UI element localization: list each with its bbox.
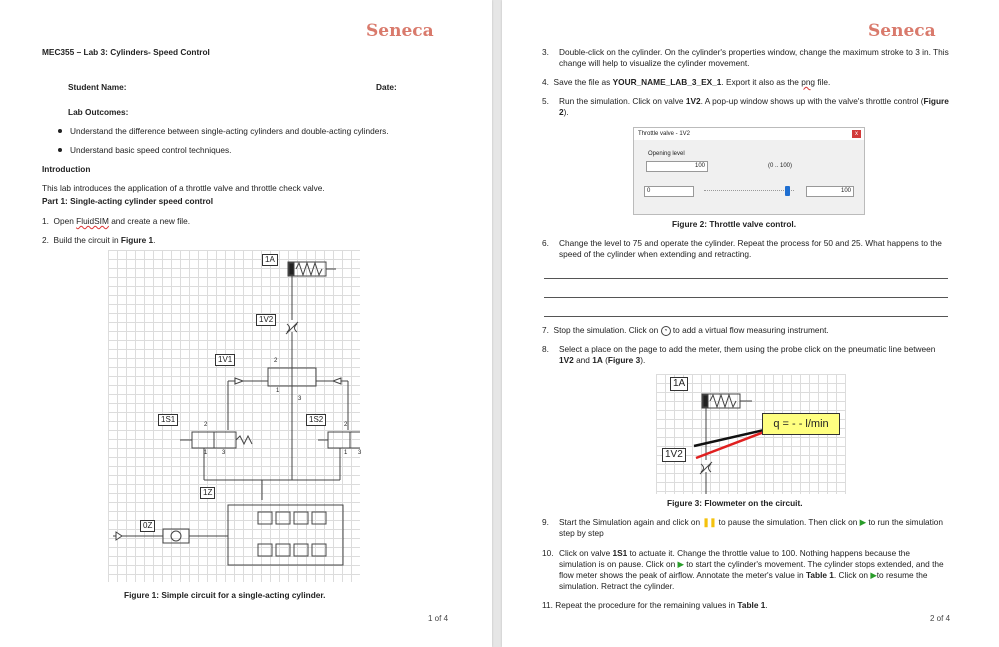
figure-ref: Figure 2 (559, 96, 949, 117)
port-label: 3 (358, 450, 362, 456)
step-text: Run the simulation. Click on valve (559, 96, 686, 106)
step-number: 2. (42, 235, 49, 245)
step-text: . Click on (833, 570, 871, 580)
figure-ref: Figure 3 (607, 355, 641, 365)
step-6-text: Change the level to 75 and operate the cylinder. Repeat the process for 50 and 25. What happens to the speed of the cylinder when extending and retracting. (559, 238, 942, 259)
step-text: . A pop-up window shows up with the valve's throttle control ( (700, 96, 924, 106)
port-label: 2 (274, 358, 278, 364)
step-text: Select a place on the page to add the meter, them using the probe click on the pneumatic line between (559, 344, 936, 354)
page-1 (0, 0, 492, 647)
slider-max-value[interactable]: 100 (806, 186, 854, 197)
step-text: file. (815, 77, 831, 87)
step-text: ). (640, 355, 646, 365)
answer-line-1 (544, 278, 948, 279)
table-ref: Table 1 (737, 600, 766, 610)
step-text: and (573, 355, 593, 365)
throttle-valve-dialog (633, 127, 865, 215)
step-text: . Export it also as the (721, 77, 802, 87)
label-1s1: 1S1 (158, 414, 178, 426)
step-11 (542, 600, 768, 610)
seneca-logo: Seneca (366, 21, 434, 41)
label-1v2: 1V2 (662, 448, 686, 462)
step-text: Start the Simulation again and click on (559, 517, 703, 527)
step-text: to start the cylinder's movement. The cylinder stops extended, and the flow meter shows the peak of airflow. Annotate the meter's value in (559, 559, 944, 580)
fluidsim-app-name: FluidSIM (76, 216, 109, 226)
figure-3-caption: Figure 3: Flowmeter on the circuit. (667, 498, 803, 508)
step-number: 4. (542, 77, 549, 87)
label-1a: 1A (670, 377, 688, 391)
outcome-item-2: Understand basic speed control techniques. (70, 145, 232, 155)
figure-ref: Figure 1 (120, 235, 154, 245)
step-text: Click on valve (559, 548, 613, 558)
figure-1-caption: Figure 1: Simple circuit for a single-acting cylinder. (124, 590, 326, 600)
probe-line-black (694, 430, 764, 446)
answer-line-3 (544, 316, 948, 317)
page-number-1: 1 of 4 (428, 614, 449, 623)
label-1z: 1Z (200, 487, 215, 499)
bullet-icon (58, 148, 62, 152)
flow-meter-display: q = - - l/min (762, 413, 840, 435)
figure-3-circuit (656, 374, 846, 494)
step-5-number: 5. (542, 96, 549, 106)
bullet-icon (58, 129, 62, 133)
port-label: 2 (344, 422, 348, 428)
step-text: . (765, 600, 768, 610)
step-play-icon: ▶ (859, 517, 867, 527)
cylinder-piston-shape (289, 263, 294, 275)
outcome-item-1: Understand the difference between single-acting cylinders and double-acting cylinders. (70, 126, 389, 136)
seneca-logo: Seneca (868, 21, 936, 41)
play-icon: ▶ (870, 570, 877, 580)
step-text: Stop the simulation. Click on (553, 325, 661, 335)
step-text: and create a new file. (108, 216, 191, 226)
label-0z: 0Z (140, 520, 155, 532)
port-label: 1 (204, 450, 208, 456)
step-text: ). (563, 107, 569, 117)
port-label: 3 (222, 450, 226, 456)
step-number: 11. (542, 600, 553, 610)
dialog-title: Throttle valve - 1V2 (638, 131, 691, 137)
step-text: ( (602, 355, 608, 365)
page-number-2: 2 of 4 (930, 614, 951, 623)
step-text: to add a virtual flow measuring instrument. (670, 325, 829, 335)
port-label: 1 (344, 450, 348, 456)
part1-heading: Part 1: Single-acting cylinder speed control (42, 196, 214, 206)
pause-icon: ❚❚ (702, 517, 717, 527)
answer-line-2 (544, 297, 948, 298)
step-text: to pause the simulation. Then click on (716, 517, 860, 527)
step-9-number: 9. (542, 517, 549, 527)
port-label: 3 (298, 396, 302, 402)
step-text: to resume the simulation. Retract the cylinder. (559, 570, 928, 591)
close-icon[interactable]: x (852, 130, 861, 138)
png-extension: png (801, 77, 816, 87)
file-name: YOUR_NAME_LAB_3_EX_1 (612, 77, 722, 87)
port-label: 2 (204, 422, 208, 428)
step-6-number: 6. (542, 238, 549, 248)
label-1a: 1A (262, 254, 278, 266)
step-3-number: 3. (542, 47, 549, 57)
lab-header: MEC355 – Lab 3: Cylinders- Speed Control (42, 47, 210, 57)
port-label: 1 (276, 388, 280, 394)
date-label: Date: (376, 82, 397, 92)
step-text: to actuate it. Change the throttle value to 100. Nothing happens because the simulation is on pause. Click on (559, 548, 911, 569)
figure-1-circuit (108, 250, 360, 582)
step-number: 1. (42, 216, 49, 226)
figure-2-caption: Figure 2: Throttle valve control. (672, 219, 797, 229)
student-name-label: Student Name: (68, 82, 127, 92)
opening-level-slider[interactable] (704, 190, 794, 192)
step-text: Repeat the procedure for the remaining values in (555, 600, 738, 610)
step-number: 7. (542, 325, 549, 335)
intro-text: This lab introduces the application of a throttle valve and throttle check valve. (42, 183, 325, 193)
step-3-text: Double-click on the cylinder. On the cylinder's properties window, change the maximum stroke to 3 in. This change will help to visualize the cylinder movement. (559, 47, 949, 68)
cylinder-piston-shape (703, 395, 708, 407)
step-5-text (559, 96, 949, 118)
valve-ref: 1S1 (612, 548, 628, 558)
step-text: Build the circuit in (53, 235, 121, 245)
step-9-text (559, 517, 947, 539)
step-2 (42, 235, 155, 245)
valve-1s2-shape (328, 432, 360, 448)
step-8-number: 8. (542, 344, 549, 354)
opening-level-label: Opening level (648, 151, 685, 157)
table-ref: Table 1 (805, 570, 834, 580)
step-text: Save the file as (553, 77, 613, 87)
step-play-icon: ▶ (677, 559, 684, 569)
flow-meter-icon: ◔ (661, 326, 671, 336)
step-10-number: 10. (542, 548, 554, 558)
step-text: . (153, 235, 156, 245)
opening-level-input[interactable]: 100 (646, 161, 708, 172)
step-4 (542, 77, 830, 87)
label-1v1: 1V1 (215, 354, 235, 366)
valve-ref: 1V2 (685, 96, 701, 106)
step-7 (542, 325, 829, 336)
valve-ref: 1V2 (559, 355, 574, 365)
step-10-text (559, 548, 947, 592)
slider-thumb[interactable] (785, 186, 790, 196)
cylinder-ref: 1A (592, 355, 603, 365)
label-1s2: 1S2 (306, 414, 326, 426)
step-8-text (559, 344, 947, 366)
intro-heading: Introduction (42, 164, 91, 174)
step-text: to run the simulation step by step (559, 517, 944, 538)
step-1 (42, 216, 190, 226)
dialog-title-bar (634, 128, 864, 140)
lab-outcomes-label: Lab Outcomes: (68, 107, 129, 117)
step-text: Open (53, 216, 77, 226)
slider-min-value[interactable]: 0 (644, 186, 694, 197)
range-label: (0 .. 100) (768, 163, 793, 169)
label-1v2: 1V2 (256, 314, 276, 326)
